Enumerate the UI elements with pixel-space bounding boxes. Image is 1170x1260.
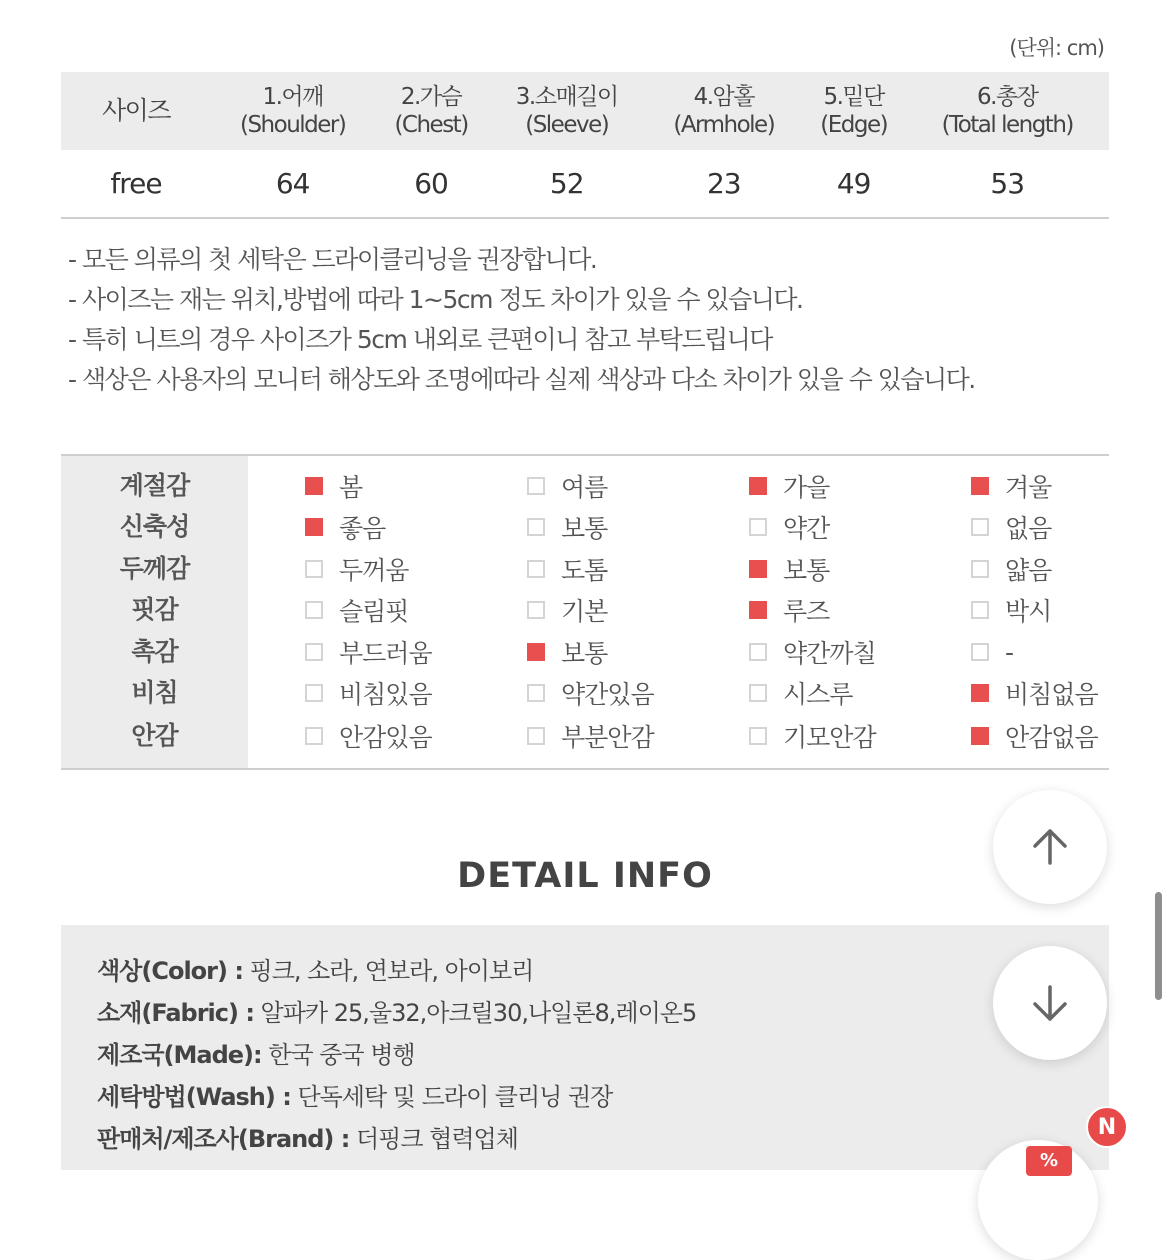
detail-wash: 세탁방법(Wash) : 단독세탁 및 드라이 클리닝 권장 — [97, 1083, 613, 1111]
attribute-option — [305, 590, 408, 630]
attribute-option-label: 비침없음 — [1005, 680, 1098, 709]
attribute-option — [971, 507, 1051, 547]
size-cell-edge: 49 — [836, 167, 871, 200]
note-item: - 사이즈는 재는 위치,방법에 따라 1~5cm 정도 차이가 있을 수 있습니다. — [68, 285, 803, 314]
scrollbar-thumb[interactable] — [1155, 892, 1162, 1000]
unchecked-box-icon — [527, 560, 545, 578]
coupon-icon: % — [1026, 1146, 1072, 1176]
size-cell-sleeve: 52 — [549, 167, 584, 200]
note-item: - 특히 니트의 경우 사이즈가 5cm 내외로 큰편이니 참고 부탁드립니다 — [68, 325, 772, 354]
size-header-total-length: 6.총장 (Total length) — [941, 84, 1073, 138]
unchecked-box-icon — [527, 518, 545, 536]
attribute-option — [527, 716, 654, 756]
attribute-option — [305, 632, 432, 672]
unchecked-box-icon — [971, 601, 989, 619]
attribute-option — [527, 507, 607, 547]
unchecked-box-icon — [749, 643, 767, 661]
checked-box-icon — [971, 684, 989, 702]
attribute-option — [971, 673, 1098, 713]
size-header-shoulder: 1.어깨 (Shoulder) — [239, 84, 346, 138]
attribute-option-label: 보통 — [783, 556, 830, 585]
unchecked-box-icon — [971, 518, 989, 536]
attribute-option — [749, 549, 829, 589]
unchecked-box-icon — [749, 684, 767, 702]
size-table-header — [61, 72, 1109, 150]
attribute-option-label: 겨울 — [1005, 473, 1052, 502]
attribute-option-label: 슬림핏 — [339, 597, 409, 626]
unchecked-box-icon — [305, 601, 323, 619]
attribute-option — [305, 507, 385, 547]
attribute-row — [61, 507, 1109, 547]
detail-brand: 판매처/제조사(Brand) : 더핑크 협력업체 — [97, 1125, 518, 1153]
size-header-armhole: 4.암홀 (Armhole) — [673, 84, 775, 138]
detail-info-title: DETAIL INFO — [457, 856, 713, 896]
attribute-option — [749, 673, 852, 713]
attribute-option-label: 약간 — [783, 514, 830, 543]
checked-box-icon — [971, 477, 989, 495]
checked-box-icon — [527, 643, 545, 661]
attribute-option — [305, 549, 408, 589]
attribute-option — [527, 549, 607, 589]
attribute-option-label: 여름 — [561, 473, 608, 502]
scroll-up-button[interactable] — [993, 790, 1107, 904]
detail-fabric: 소재(Fabric) : 알파카 25,울32,아크릴30,나일론8,레이온5 — [97, 999, 697, 1027]
new-badge: N — [1086, 1106, 1128, 1148]
attribute-option-label: 가을 — [783, 473, 830, 502]
size-header-sleeve: 3.소매길이 (Sleeve) — [515, 84, 618, 138]
attribute-option-label: 부드러움 — [339, 639, 432, 668]
size-header-edge: 5.밑단 (Edge) — [820, 84, 888, 138]
unchecked-box-icon — [749, 727, 767, 745]
attribute-row — [61, 673, 1109, 713]
attribute-option-label: 보통 — [561, 514, 608, 543]
size-header-chest: 2.가슴 (Chest) — [394, 84, 468, 138]
attribute-option — [971, 590, 1051, 630]
size-table-row — [61, 150, 1109, 218]
attribute-option — [305, 466, 362, 506]
attribute-row — [61, 466, 1109, 506]
attribute-option-label: 루즈 — [783, 597, 830, 626]
arrow-up-icon — [1028, 825, 1072, 869]
attribute-label: 핏감 — [131, 595, 178, 624]
attribute-label: 촉감 — [131, 637, 178, 666]
attribute-option-label: 부분안감 — [561, 723, 654, 752]
attribute-option — [749, 507, 829, 547]
attribute-option-label: 기모안감 — [783, 723, 876, 752]
attribute-option — [971, 549, 1051, 589]
unchecked-box-icon — [971, 643, 989, 661]
attribute-option-label: 약간까칠 — [783, 639, 876, 668]
unchecked-box-icon — [527, 684, 545, 702]
size-cell-chest: 60 — [414, 167, 448, 200]
attribute-option — [749, 466, 829, 506]
unchecked-box-icon — [305, 727, 323, 745]
attribute-option-label: 보통 — [561, 639, 608, 668]
attribute-label: 비침 — [131, 678, 178, 707]
size-cell-shoulder: 64 — [275, 167, 310, 200]
checked-box-icon — [749, 601, 767, 619]
unchecked-box-icon — [305, 643, 323, 661]
unchecked-box-icon — [527, 727, 545, 745]
attribute-option-label: 기본 — [561, 597, 608, 626]
attribute-option-label: 안감없음 — [1005, 723, 1098, 752]
attribute-option-label: 약간있음 — [561, 680, 654, 709]
unchecked-box-icon — [527, 477, 545, 495]
note-item: - 색상은 사용자의 모니터 해상도와 조명에따라 실제 색상과 다소 차이가 있을 수 있습니다. — [68, 365, 975, 394]
attribute-option — [749, 632, 876, 672]
attribute-option-label: 비침있음 — [339, 680, 432, 709]
unchecked-box-icon — [749, 518, 767, 536]
care-notes — [68, 240, 975, 400]
attribute-option — [971, 716, 1098, 756]
attribute-option — [305, 716, 432, 756]
detail-made: 제조국(Made): 한국 중국 병행 — [97, 1041, 415, 1069]
checked-box-icon — [305, 518, 323, 536]
attribute-label: 두께감 — [119, 554, 190, 583]
attribute-label: 신축성 — [119, 512, 190, 541]
unit-label: (단위: cm) — [1009, 36, 1104, 60]
attribute-option-label: 봄 — [339, 473, 363, 502]
attribute-label: 계절감 — [119, 471, 190, 500]
detail-color: 색상(Color) : 핑크, 소라, 연보라, 아이보리 — [97, 957, 534, 985]
attribute-option-label: 박시 — [1005, 597, 1052, 626]
attribute-option-label: 좋음 — [339, 514, 386, 543]
attribute-option-label: 두꺼움 — [339, 556, 409, 585]
attribute-label: 안감 — [131, 721, 178, 750]
attribute-row — [61, 590, 1109, 630]
attribute-option — [971, 466, 1051, 506]
unchecked-box-icon — [305, 684, 323, 702]
size-header-size: 사이즈 — [102, 96, 170, 125]
detail-info-box — [61, 925, 1109, 1170]
attribute-option-label: 시스루 — [783, 680, 853, 709]
attribute-option — [749, 716, 876, 756]
attribute-row — [61, 549, 1109, 589]
arrow-down-icon — [1028, 981, 1072, 1025]
attribute-option — [527, 590, 607, 630]
size-table — [61, 72, 1109, 219]
attribute-option-label: - — [1005, 637, 1014, 667]
unchecked-box-icon — [305, 560, 323, 578]
unchecked-box-icon — [527, 601, 545, 619]
scroll-down-button[interactable] — [993, 946, 1107, 1060]
attribute-option-label: 없음 — [1005, 514, 1052, 543]
unchecked-box-icon — [971, 560, 989, 578]
attribute-option-label: 얇음 — [1005, 556, 1052, 585]
attribute-option-label: 도톰 — [561, 556, 608, 585]
attribute-option — [527, 466, 607, 506]
checked-box-icon — [971, 727, 989, 745]
checked-box-icon — [749, 477, 767, 495]
attribute-option — [971, 632, 1013, 672]
attribute-option — [527, 632, 607, 672]
attribute-option-label: 안감있음 — [339, 723, 432, 752]
size-cell-total-length: 53 — [990, 167, 1025, 200]
attribute-row — [61, 716, 1109, 756]
checked-box-icon — [305, 477, 323, 495]
size-cell-size: free — [110, 167, 162, 200]
note-item: - 모든 의류의 첫 세탁은 드라이클리닝을 권장합니다. — [68, 245, 597, 274]
attribute-table — [61, 454, 1109, 770]
checked-box-icon — [749, 560, 767, 578]
attribute-option — [749, 590, 829, 630]
size-cell-armhole: 23 — [706, 167, 741, 200]
attribute-option — [305, 673, 432, 713]
attribute-row — [61, 632, 1109, 672]
attribute-option — [527, 673, 654, 713]
